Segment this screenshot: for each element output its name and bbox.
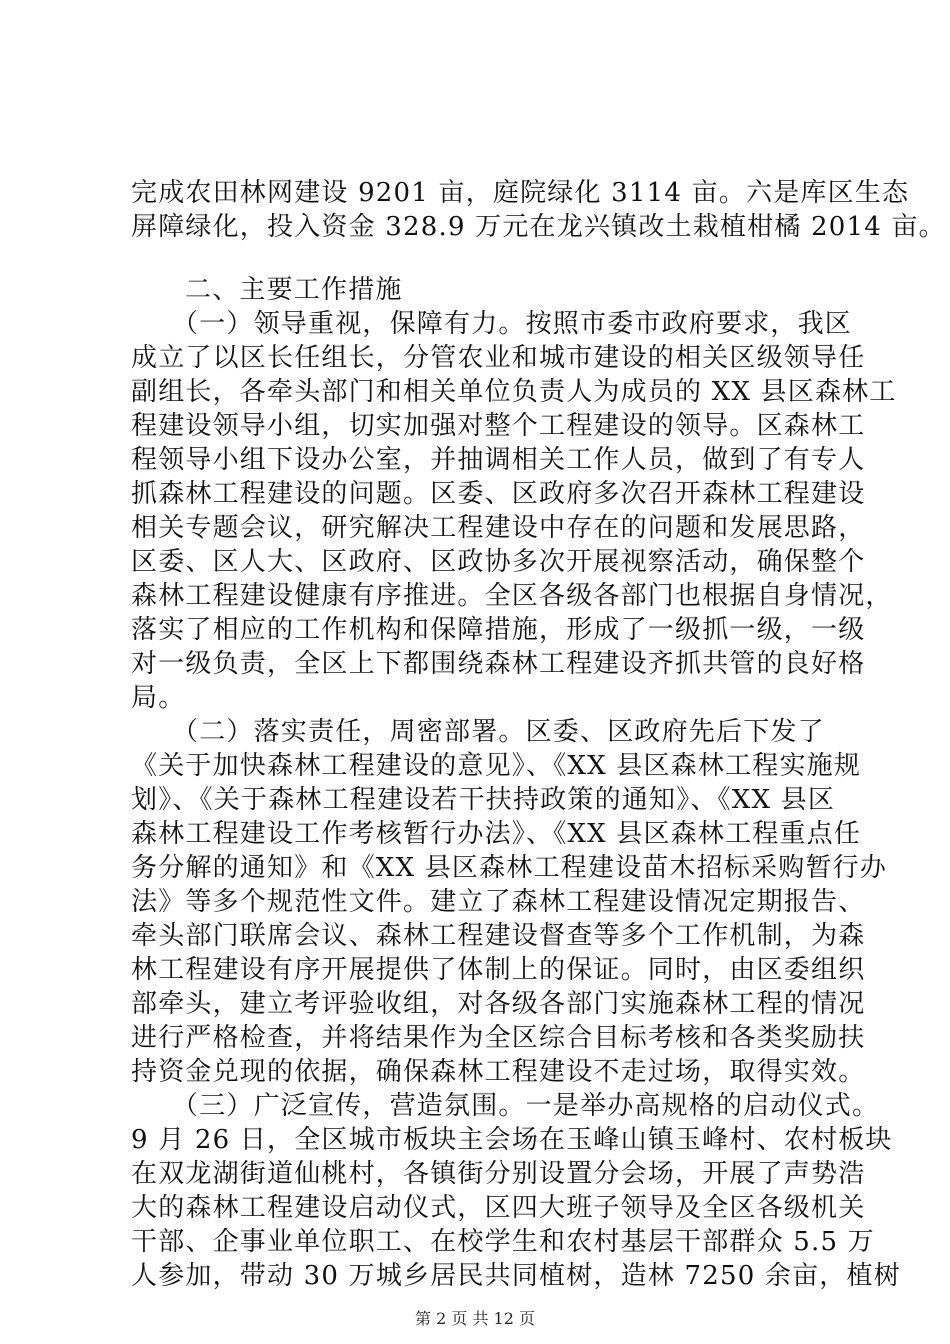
- text-line: 划》、《关于森林工程建设若干扶持政策的通知》、《XX 县区: [131, 785, 836, 815]
- text-line: 林工程建设有序开展提供了体制上的保证。同时，由区委组织: [131, 955, 866, 985]
- text-line: 务分解的通知》和《XX 县区森林工程建设苗木招标采购暂行办: [131, 853, 888, 883]
- text-line: （三）广泛宣传，营造氛围。一是举办高规格的启动仪式。: [172, 1091, 880, 1121]
- text-line: 持资金兑现的依据，确保森林工程建设不走过场，取得实效。: [131, 1057, 866, 1087]
- text-line: 进行严格检查，并将结果作为全区综合目标考核和各类奖励扶: [131, 1023, 866, 1053]
- text-line: 程领导小组下设办公室，并抽调相关工作人员，做到了有专人: [131, 445, 866, 475]
- text-line: 部牵头，建立考评验收组，对各级各部门实施森林工程的情况: [131, 989, 866, 1019]
- text-line: 副组长，各牵头部门和相关单位负责人为成员的 XX 县区森林工: [131, 377, 897, 407]
- text-line: 抓森林工程建设的问题。区委、区政府多次召开森林工程建设: [131, 479, 866, 509]
- text-line: 相关专题会议，研究解决工程建设中存在的问题和发展思路，: [131, 513, 866, 543]
- text-line: 人参加，带动 30 万城乡居民共同植树，造林 7250 余亩，植树: [131, 1261, 901, 1291]
- text-line: 在双龙湖街道仙桃村，各镇街分别设置分会场，开展了声势浩: [131, 1159, 866, 1189]
- text-line: 完成农田林网建设 9201 亩，庭院绿化 3114 亩。六是库区生态: [131, 178, 910, 208]
- text-line: 屏障绿化，投入资金 328.9 万元在龙兴镇改土栽植柑橘 2014 亩。: [131, 212, 946, 242]
- text-line: 森林工程建设健康有序推进。全区各级各部门也根据自身情况，: [131, 581, 893, 611]
- text-line: 区委、区人大、区政府、区政协多次开展视察活动，确保整个: [131, 547, 866, 577]
- text-line: （二）落实责任，周密部署。区委、区政府先后下发了: [172, 717, 825, 747]
- page-footer: 第 2 页 共 12 页: [415, 1309, 535, 1328]
- section-heading: 二、主要工作措施: [185, 275, 403, 305]
- text-line: 牵头部门联席会议、森林工程建设督查等多个工作机制，为森: [131, 921, 866, 951]
- text-line: 大的森林工程建设启动仪式，区四大班子领导及全区各级机关: [131, 1193, 866, 1223]
- text-line: 9 月 26 日，全区城市板块主会场在玉峰山镇玉峰村、农村板块: [131, 1125, 893, 1155]
- text-line: 《关于加快森林工程建设的意见》、《XX 县区森林工程实施规: [131, 751, 862, 781]
- text-line: 成立了以区长任组长，分管农业和城市建设的相关区级领导任: [131, 343, 866, 373]
- text-line: （一）领导重视，保障有力。按照市委市政府要求，我区: [172, 309, 853, 339]
- text-line: 法》等多个规范性文件。建立了森林工程建设情况定期报告、: [131, 887, 866, 917]
- text-line: 干部、企事业单位职工、在校学生和农村基层干部群众 5.5 万: [131, 1227, 875, 1257]
- text-line: 局。: [131, 683, 186, 713]
- text-line: 对一级负责，全区上下都围绕森林工程建设齐抓共管的良好格: [131, 649, 866, 679]
- text-line: 森林工程建设工作考核暂行办法》、《XX 县区森林工程重点任: [131, 819, 862, 849]
- text-line: 程建设领导小组，切实加强对整个工程建设的领导。区森林工: [131, 411, 866, 441]
- text-line: 落实了相应的工作机构和保障措施，形成了一级抓一级，一级: [131, 615, 866, 645]
